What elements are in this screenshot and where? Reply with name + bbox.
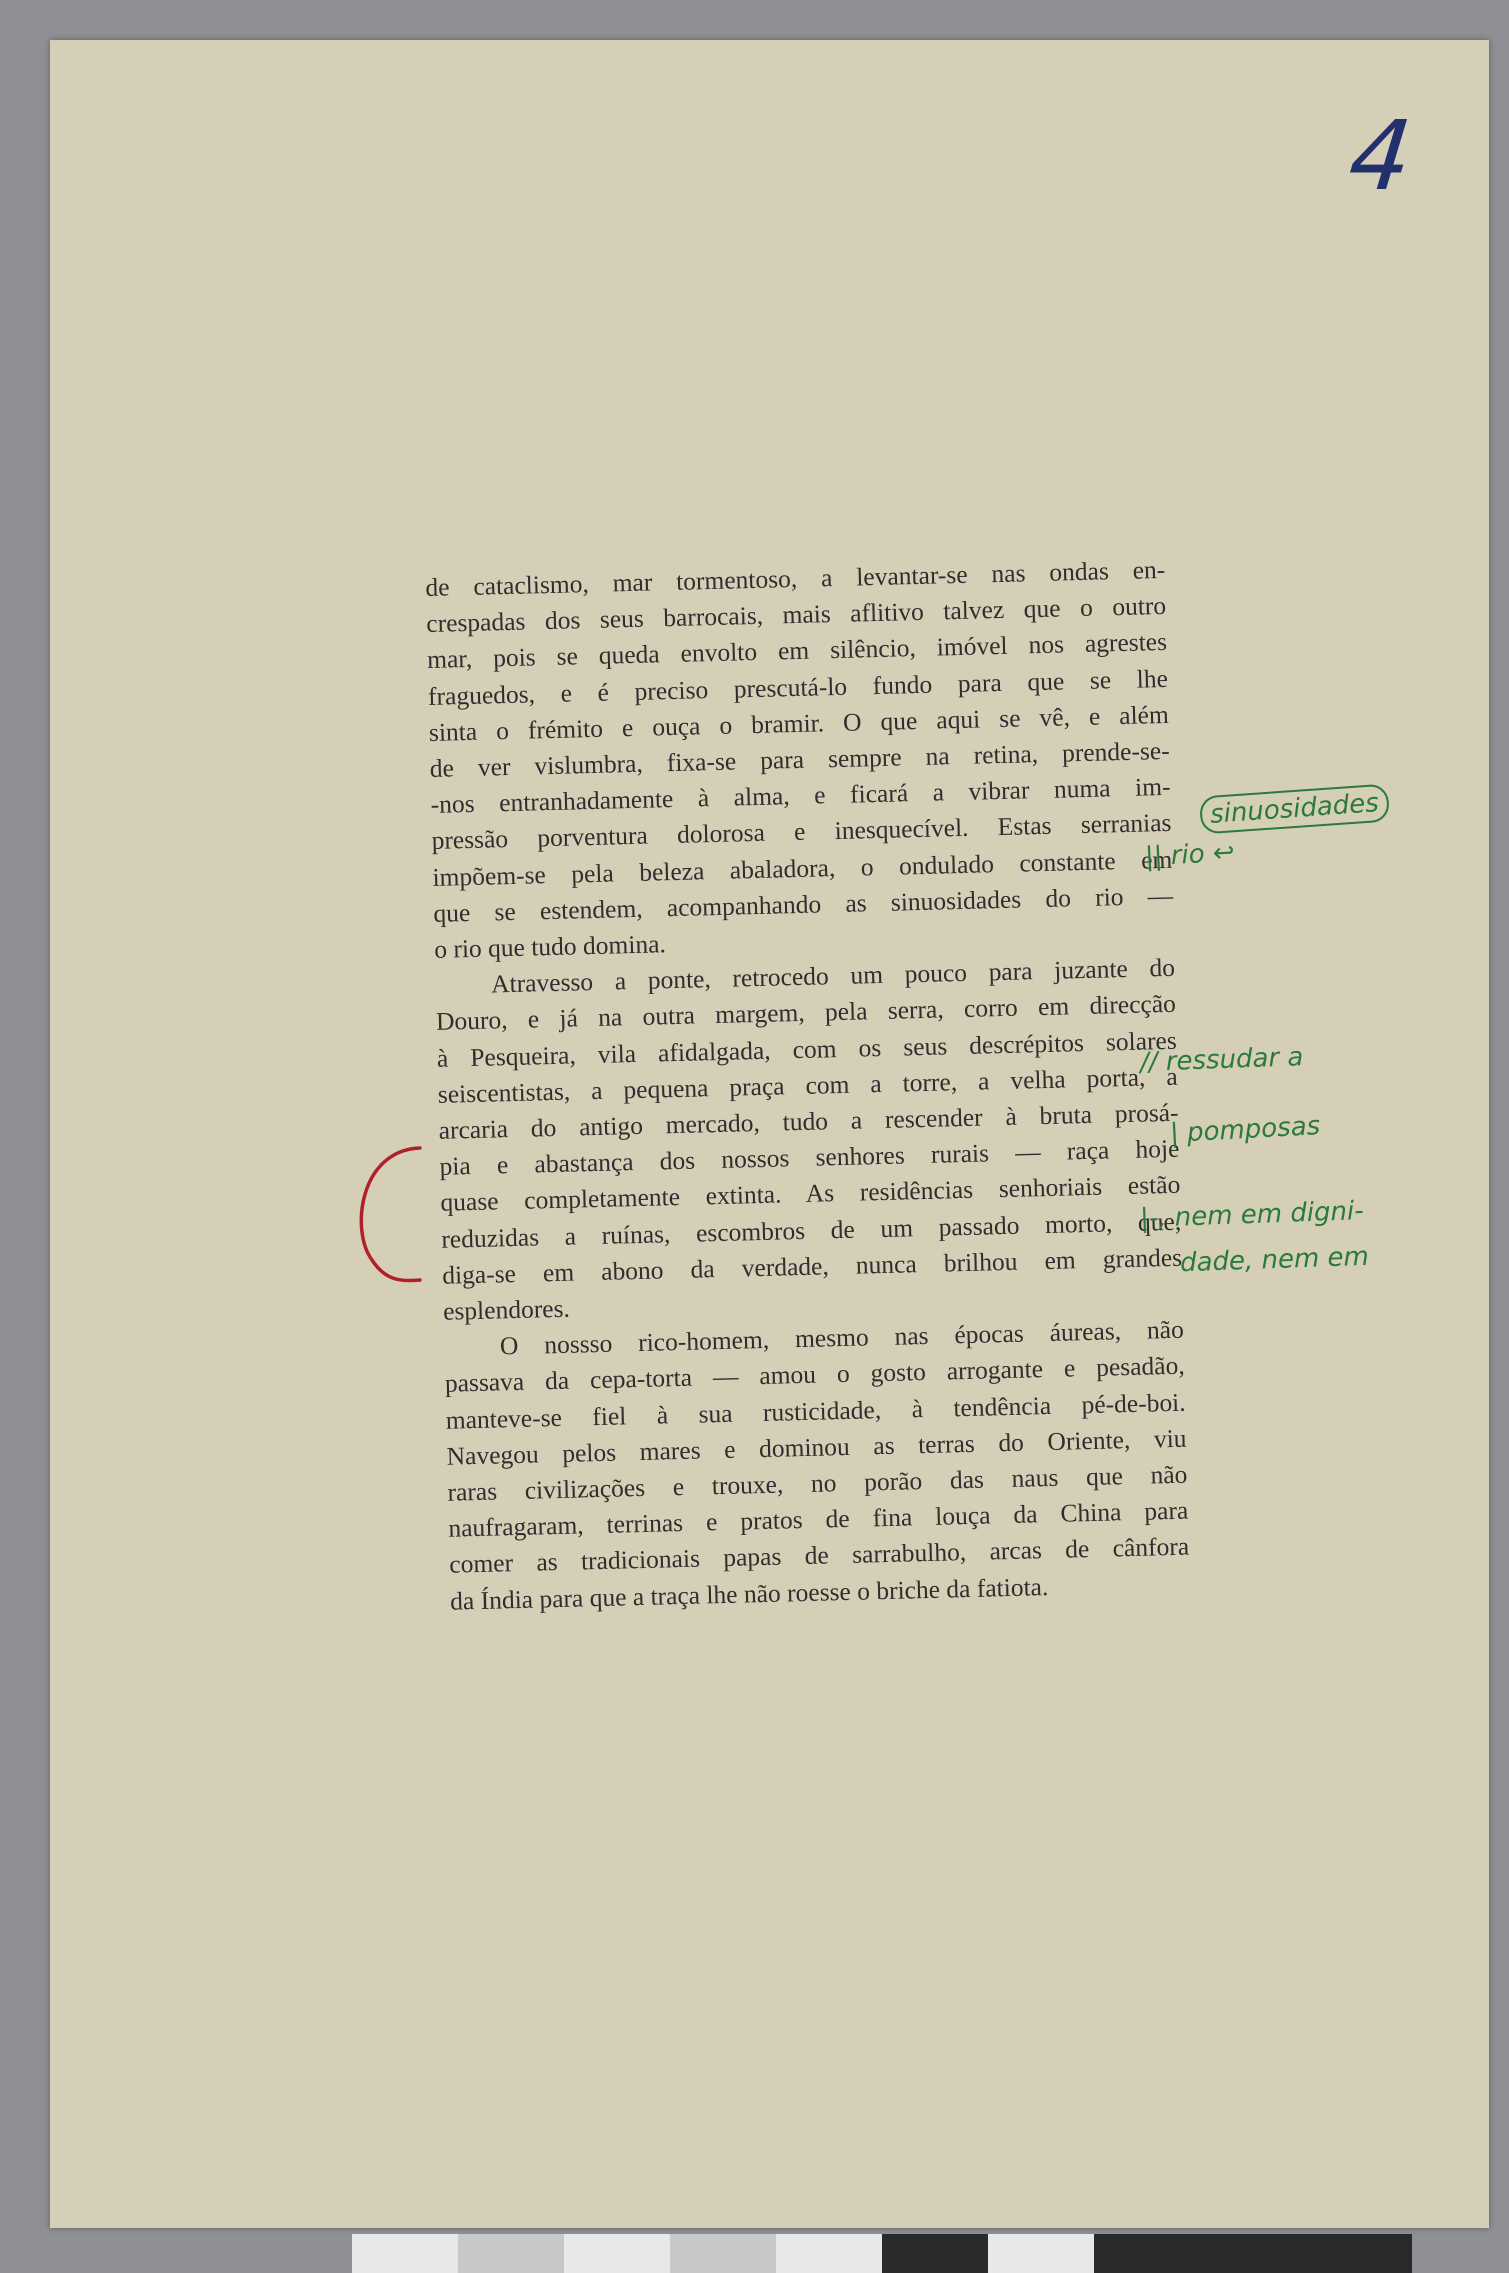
text-line: quase completamente extinta. As residências senhoriais estão: [440, 1170, 1181, 1218]
text-line: raras civilizações e trouxe, no porão das naus que não: [447, 1459, 1188, 1507]
text-line: o rio que tudo domina.: [433, 929, 667, 964]
text-line: de ver vislumbra, fixa-se para sempre na retina, prende-se-: [429, 735, 1170, 783]
margin-note: |-, nem em digni-: [1139, 1196, 1365, 1234]
text-line: à Pesqueira, vila afidalgada, com os seus descrépitos solares: [436, 1025, 1178, 1073]
body-text: [425, 552, 1190, 1620]
text-line: crespadas dos seus barrocais, mais aflitivo talvez que o outro: [425, 591, 1167, 639]
margin-note: sinuosidades: [1199, 783, 1390, 834]
ruler-segment: [988, 2234, 1094, 2273]
ruler-segment: [458, 2234, 564, 2273]
ruler-segment: [352, 2234, 458, 2273]
text-line: mar, pois se queda envolto em silêncio, imóvel nos agrestes: [426, 627, 1168, 675]
text-line: naufragaram, terrinas e pratos de fina louça da China para: [448, 1495, 1189, 1543]
ruler-segment: [882, 2234, 988, 2273]
text-line: fraguedos, e é preciso prescutá-lo fundo para que se lhe: [427, 663, 1169, 711]
margin-note: dade, nem em: [1179, 1241, 1370, 1279]
ruler-segment: [1094, 2234, 1200, 2273]
text-line: diga-se em abono da verdade, nunca brilhou em grandes: [441, 1242, 1183, 1290]
ruler-segment: [564, 2234, 670, 2273]
scale-ruler: [352, 2234, 1412, 2273]
text-line: Atravesso a ponte, retrocedo um pouco para juzante do: [490, 953, 1176, 999]
text-line: de cataclismo, mar tormentoso, a levantar-se nas ondas en-: [425, 554, 1166, 602]
text-line: da Índia para que a traça lhe não roesse o briche da fatiota.: [449, 1571, 1049, 1616]
page-number: 4: [1344, 100, 1417, 212]
text-line: sinta o frémito e ouça o bramir. O que aqui se vê, e além: [428, 699, 1170, 747]
text-line: seiscentistas, a pequena praça com a torre, a velha porta, a: [437, 1061, 1178, 1109]
text-line: arcaria do antigo mercado, tudo a rescender à bruta prosá-: [438, 1097, 1179, 1145]
ruler-segment: [776, 2234, 882, 2273]
text-line: comer as tradicionais papas de sarrabulho, arcas de cânfora: [448, 1532, 1190, 1580]
text-line: O nossso rico-homem, mesmo nas épocas áureas, não: [499, 1314, 1185, 1361]
text-line: Navegou pelos mares e dominou as terras do Oriente, viu: [446, 1423, 1187, 1471]
text-line: passava da cepa-torta — amou o gosto arrogante e pesadão,: [444, 1351, 1186, 1399]
ruler-segment: [670, 2234, 776, 2273]
text-line: impõem-se pela beleza abaladora, o ondulado constante em: [432, 844, 1173, 892]
text-line: que se estendem, acompanhando as sinuosidades do rio —: [433, 880, 1174, 928]
text-line: manteve-se fiel à sua rusticidade, à tendência pé-de-boi.: [445, 1387, 1186, 1435]
document-page: [50, 40, 1489, 2228]
text-line: -nos entranhadamente à alma, e ficará a vibrar numa im-: [430, 772, 1171, 820]
text-line: esplendores.: [442, 1293, 571, 1326]
margin-note: || rio ↩: [1144, 837, 1236, 873]
ruler-segment: [1200, 2234, 1306, 2273]
margin-note: | pomposas: [1169, 1111, 1321, 1149]
ruler-segment: [1306, 2234, 1412, 2273]
text-line: reduzidas a ruínas, escombros de um passado morto, que,: [440, 1206, 1182, 1254]
text-line: Douro, e já na outra margem, pela serra, corro em direcção: [435, 989, 1177, 1037]
text-line: pressão porventura dolorosa e inesquecível. Estas serranias: [431, 808, 1172, 856]
margin-note: // ressudar a: [1139, 1042, 1304, 1078]
text-line: pia e abastança dos nossos senhores rurais — raça hoje: [439, 1133, 1180, 1182]
